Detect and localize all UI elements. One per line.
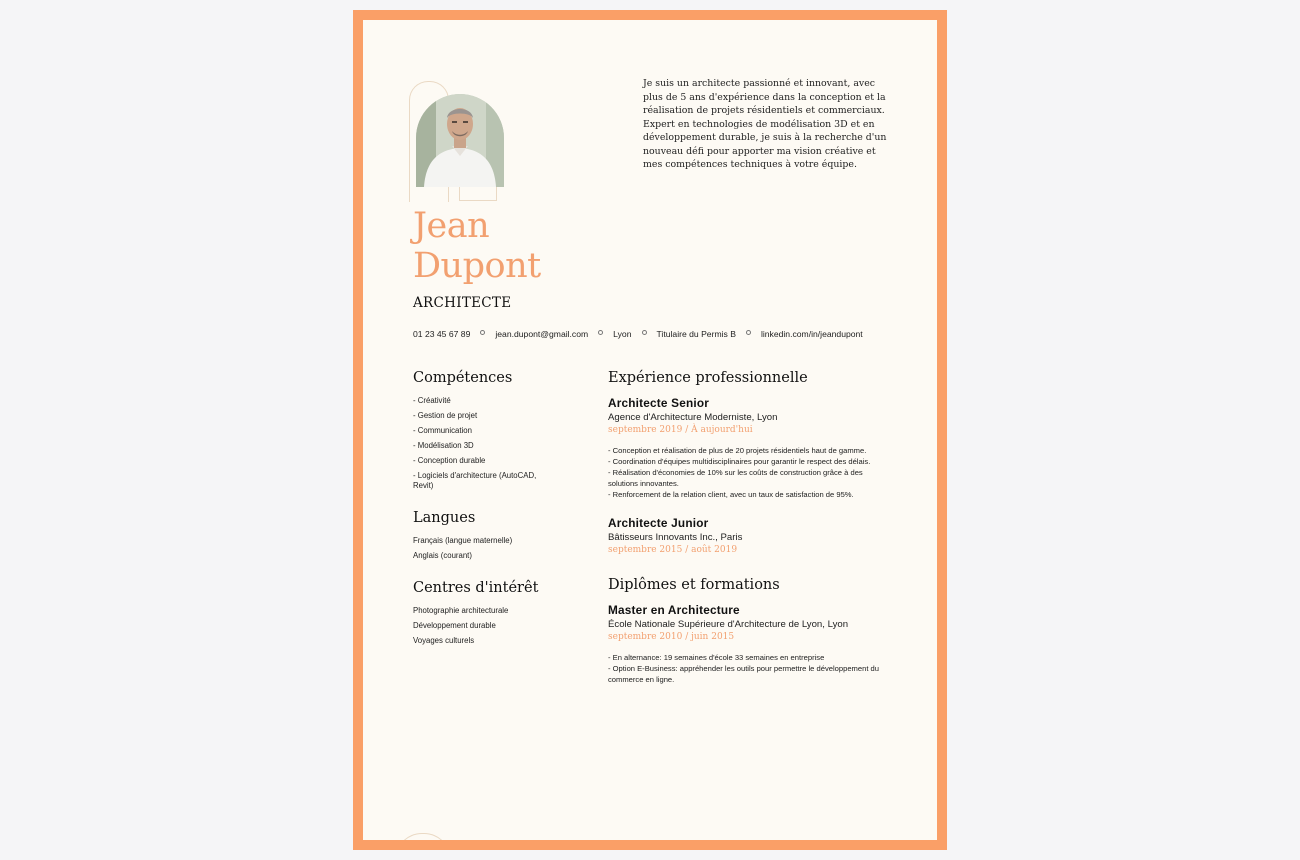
job-entry-title: Architecte Senior [608, 396, 710, 410]
competence-item: - Modélisation 3D [413, 441, 474, 450]
education-entry-title: Master en Architecture [608, 603, 740, 617]
interet-item: Photographie architecturale [413, 606, 509, 615]
bullet: - Coordination d'équipes multidisciplinaires pour garantir le respect des délais. [608, 457, 871, 466]
bullet: - Renforcement de la relation client, avec un taux de satisfaction de 95%. [608, 490, 854, 499]
city: Lyon [613, 329, 632, 339]
last-name: Dupont [413, 246, 541, 286]
interet-item: Voyages culturels [413, 636, 475, 645]
langue-item: Anglais (courant) [413, 551, 472, 560]
interet-item: Développement durable [413, 621, 496, 630]
linkedin: linkedin.com/in/jeandupont [760, 329, 863, 339]
competences-heading: Compétences [413, 370, 513, 386]
resume-page [363, 20, 937, 840]
langue-item: Français (langue maternelle) [413, 536, 513, 545]
license: Titulaire du Permis B [656, 329, 736, 339]
right-column [608, 368, 898, 685]
phone: 01 23 45 67 89 [413, 329, 471, 339]
interets-heading: Centres d'intérêt [413, 580, 539, 596]
job-entry [608, 396, 898, 500]
job-entry-bullets [608, 445, 888, 500]
separator-dot [746, 330, 751, 335]
education-entry-bullets [608, 652, 893, 685]
competence-item: - Communication [413, 426, 472, 435]
job-entry-title: Architecte Junior [608, 516, 709, 530]
first-name: Jean [413, 206, 490, 246]
profile-photo [416, 94, 504, 187]
left-column [413, 368, 573, 651]
bullet: - En alternance: 19 semaines d'école 33 semaines en entreprise [608, 653, 825, 662]
competence-item: - Gestion de projet [413, 411, 478, 420]
competence-item: - Logiciels d'architecture (AutoCAD, Revit) [413, 471, 537, 490]
education-heading: Diplômes et formations [608, 577, 780, 593]
education-entry-school: École Nationale Supérieure d'Architecture de Lyon, Lyon [608, 619, 849, 630]
email: jean.dupont@gmail.com [495, 329, 589, 339]
experience-heading: Expérience professionnelle [608, 370, 808, 386]
separator-dot [598, 330, 603, 335]
candidate-name [413, 206, 541, 286]
job-title: ARCHITECTE [413, 295, 512, 311]
resume-frame [353, 10, 947, 850]
job-entry-company: Agence d'Architecture Moderniste, Lyon [608, 412, 778, 423]
competence-item: - Conception durable [413, 456, 486, 465]
separator-dot [480, 330, 485, 335]
job-entry-company: Bâtisseurs Innovants Inc., Paris [608, 532, 743, 543]
education-entry-dates: septembre 2010 / juin 2015 [608, 632, 735, 642]
contact-bar [413, 329, 863, 339]
decorative-arch [395, 833, 451, 840]
bullet: - Réalisation d'économies de 10% sur les coûts de construction grâce à des solutions innovantes. [608, 468, 863, 488]
job-entry-dates: septembre 2019 / À aujourd'hui [608, 425, 753, 435]
separator-dot [642, 330, 647, 335]
bullet: - Conception et réalisation de plus de 20 projets résidentiels haut de gamme. [608, 446, 867, 455]
job-entry [608, 516, 898, 557]
bullet: - Option E-Business: appréhender les outils pour permettre le développement du commerce en ligne. [608, 664, 879, 684]
intro-paragraph: Je suis un architecte passionné et innovant, avec plus de 5 ans d'expérience dans la conception et la réalisation de projets résidentiels et commerciaux. Expert en technologies de modélisation 3D et en développement durable, je suis à la recherche d'un nouveau défi pour apporter ma vision créative et mes compétences techniques à votre équipe. [643, 78, 887, 170]
job-entry-dates: septembre 2015 / août 2019 [608, 545, 738, 555]
competence-item: - Créativité [413, 396, 451, 405]
langues-heading: Langues [413, 510, 476, 526]
education-entry [608, 603, 898, 685]
